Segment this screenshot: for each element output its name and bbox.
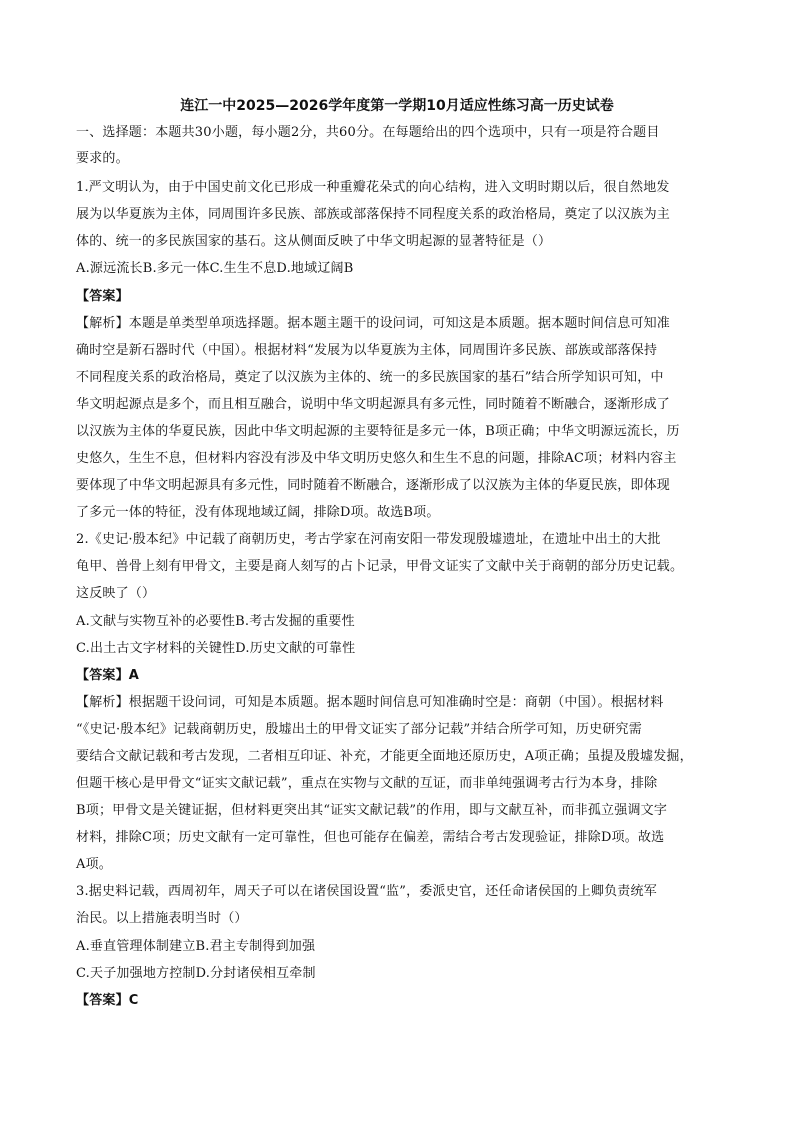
question-2-analysis-line: 要结合文献记载和考古发现，二者相互印证、补充，才能更全面地还原历史，A项正确；虽提及殷墟发掘， [76,749,693,764]
question-2-options: C.出土古文字材料的关键性D.历史文献的可靠性 [76,641,356,656]
question-3-options: A.垂直管理体制建立B.君主专制得到加强 [76,939,316,954]
question-1-analysis-line: 了多元一体的特征，没有体现地域辽阔，排除D项。故选B项。 [76,505,440,520]
question-1-analysis-line: 史悠久，生生不息，但材料内容没有涉及中华文明历史悠久和生生不息的问题，排除AC项；材料内容主 [76,451,677,466]
page-title: 连江一中2025—2026学年度第一学期10月适应性练习高一历史试卷 [180,98,614,114]
section-heading-cont: 要求的。 [76,151,129,166]
question-1-answer: 【答案】 [76,289,129,304]
question-1-analysis-line: 不同程度关系的政治格局，奠定了以汉族为主体的、统一的多民族国家的基石”结合所学知识可知，中 [76,370,664,385]
question-2-options: A.文献与实物互补的必要性B.考古发掘的重要性 [76,614,355,629]
question-1-stem: 1.严文明认为，由于中国史前文化已形成一种重瓣花朵式的向心结构，进入文明时期以后，很自然地发 [76,180,670,195]
question-1-analysis-line: 以汉族为主体的华夏民族，因此中华文明起源的主要特征是多元一体，B项正确；中华文明源远流长，历 [76,424,680,439]
question-3-options: C.天子加强地方控制D.分封诸侯相互牵制 [76,966,316,981]
question-3-stem: 3.据史料记载，西周初年，周天子可以在诸侯国设置“监”，委派史官，还任命诸侯国的上卿负责统军 [76,884,657,899]
question-2-analysis: 【解析】根据题干设问词，可知是本质题。据本题时间信息可知准确时空是：商朝（中国）。根据材料 [76,695,664,710]
question-1-analysis: 【解析】本题是单类型单项选择题。据本题主题干的设问词，可知这是本质题。据本题时间信息可知准 [76,316,671,331]
question-2-analysis-line: 但题干核心是甲骨文“证实文献记载”，重点在实物与文献的互证，而非单纯强调考古行为本身，排除 [76,776,658,791]
question-2-answer: 【答案】A [76,668,140,683]
question-2-analysis-line: 材料，排除C项；历史文献有一定可靠性，但也可能存在偏差，需结合考古发现验证，排除D项。故选 [76,830,665,845]
question-2-analysis-line: “《史记·殷本纪》记载商朝历史，殷墟出土的甲骨文证实了部分记载”并结合所学可知，历史研究需 [76,722,642,737]
question-3-answer: 【答案】C [76,993,139,1008]
question-1-stem-line: 展为以华夏族为主体，同周围许多民族、部族或部落保持不同程度关系的政治格局，奠定了以汉族为主 [76,207,671,222]
question-2-stem-line: 龟甲、兽骨上刻有甲骨文，主要是商人刻写的占卜记录，甲骨文证实了文献中关于商朝的部分历史记载。 [76,559,684,574]
section-heading: 一、选择题：本题共30小题，每小题2分，共60分。在每题给出的四个选项中，只有一项是符合题目 [76,125,660,140]
question-2-analysis-line: A项。 [76,857,112,872]
question-1-analysis-line: 要体现了中华文明起源具有多元性，同时随着不断融合，逐渐形成了以汉族为主体的华夏民族，即体现 [76,478,671,493]
question-1-stem-line: 体的、统一的多民族国家的基石。这从侧面反映了中华文明起源的显著特征是（） [76,234,552,249]
question-3-stem-line: 治民。以上措施表明当时（） [76,911,248,926]
question-2-analysis-line: B项；甲骨文是关键证据，但材料更突出其“证实文献记载”的作用，即与文献互补，而非孤立强调文字 [76,803,668,818]
question-1-analysis-line: 华文明起源点是多个，而且相互融合，说明中华文明起源具有多元性，同时随着不断融合，逐渐形成了 [76,397,671,412]
question-2-stem-line: 这反映了（） [76,586,156,601]
question-1-options: A.源远流长B.多元一体C.生生不息D.地域辽阔B [76,261,354,276]
question-1-analysis-line: 确时空是新石器时代（中国）。根据材料“发展为以华夏族为主体，同周围许多民族、部族或部落保持 [76,343,658,358]
question-2-stem: 2.《史记·殷本纪》中记载了商朝历史，考古学家在河南安阳一带发现殷墟遗址，在遗址中出土的大批 [76,532,661,547]
